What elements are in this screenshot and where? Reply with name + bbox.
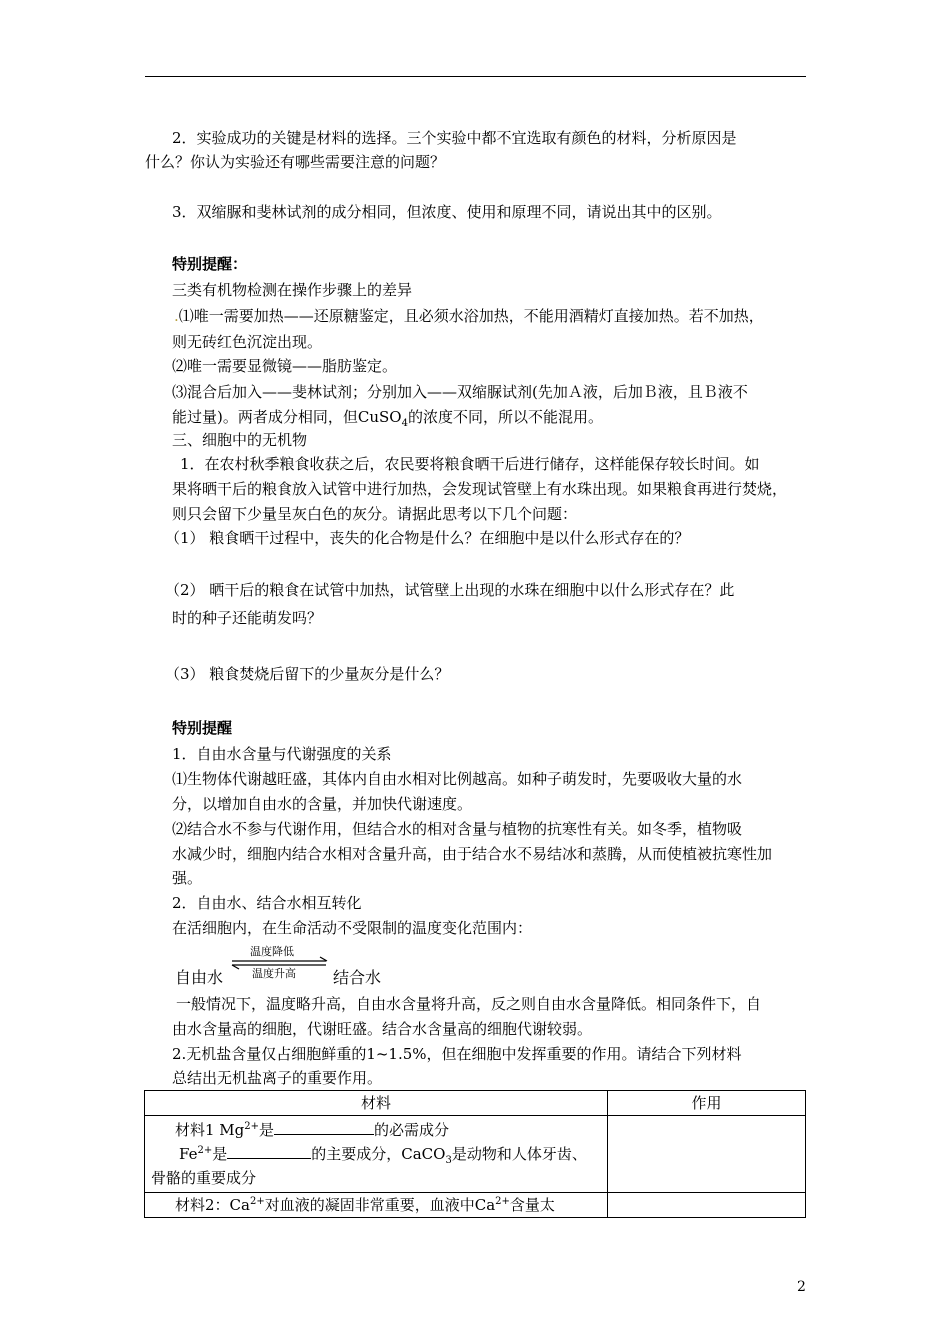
r1-a-pre: 材料1 Mg xyxy=(175,1121,245,1139)
section-3-p1-line1: 1．在农村秋季粮食收获之后，农民要将粮食晒干后进行储存，这样能保存较长时间。如 xyxy=(180,455,760,473)
tip2-p1a-line1: ⑴生物体代谢越旺盛，其体内自由水相对比例越高。如种子萌发时，先要吸收大量的水 xyxy=(172,770,743,788)
salt-question-line1: 2.无机盐含量仅占细胞鲜重的1~1.5%，但在细胞中发挥重要的作用。请结合下列材料 xyxy=(172,1045,742,1063)
sub-question-3: （3） 粮食焚烧后留下的少量灰分是什么？ xyxy=(165,665,450,683)
table-row xyxy=(145,1193,806,1218)
function-1-cell[interactable] xyxy=(608,1116,806,1193)
r1-a-sup: 2+ xyxy=(244,1121,260,1132)
materials-table xyxy=(144,1090,806,1218)
tip2-p1b-line3: 强。 xyxy=(172,869,203,887)
sub-question-2-line1: （2） 晒干后的粮食在试管中加热，试管壁上出现的水珠在细胞中以什么形式存在？此 xyxy=(165,581,735,599)
material-2-cell xyxy=(145,1193,608,1218)
col-header-material: 材料 xyxy=(145,1091,608,1116)
arrow-label-bottom: 温度升高 xyxy=(252,967,296,980)
tip2-p2-text-line1: 一般情况下，温度略升高，自由水含量将升高，反之则自由水含量降低。相同条件下，自 xyxy=(176,995,762,1013)
r2-post: 含量太 xyxy=(509,1196,555,1214)
r1-b-end: 是动物和人体牙齿、 xyxy=(451,1145,587,1163)
table-header-row xyxy=(145,1091,806,1116)
header-rule xyxy=(145,76,806,77)
r2-sup1: 2+ xyxy=(249,1196,265,1207)
tip2-p1-title: 1．自由水含量与代谢强度的关系 xyxy=(172,745,392,763)
r1-c: 骨骼的重要成分 xyxy=(151,1169,257,1187)
section-3-p1-line3: 则只会留下少量呈灰白色的灰分。请据此思考以下几个问题： xyxy=(172,505,578,523)
r1-b-mid: 是 xyxy=(212,1145,228,1163)
function-2-cell[interactable] xyxy=(608,1193,806,1218)
tip-item-1-line1 xyxy=(174,304,814,328)
r1-b-post: 的主要成分，CaCO xyxy=(311,1145,446,1163)
r1-b-sup: 2+ xyxy=(197,1145,213,1156)
table-row xyxy=(145,1116,806,1193)
question-2-line2: 什么？你认为实验还有哪些需要注意的问题？ xyxy=(145,153,446,171)
tip-heading-2: 特别提醒 xyxy=(172,719,233,737)
col-header-function: 作用 xyxy=(608,1091,806,1116)
arrow-label-top: 温度降低 xyxy=(250,945,294,958)
salt-question-line2: 总结出无机盐离子的重要作用。 xyxy=(172,1069,383,1087)
tip2-p1b-line1: ⑵结合水不参与代谢作用，但结合水的相对含量与植物的抗寒性有关。如冬季，植物吸 xyxy=(172,820,743,838)
page-number: 2 xyxy=(797,1279,806,1295)
tip-item-3-pre: 能过量)。两者成分相同，但CuSO xyxy=(172,408,402,426)
r2-pre: 材料2：Ca xyxy=(175,1196,250,1214)
mark-dot: . xyxy=(174,307,179,325)
tip-item-1-text: ⑴唯一需要加热——还原糖鉴定，且必须水浴加热，不能用酒精灯直接加热。若不加热， xyxy=(178,307,764,325)
question-2-line1: 2．实验成功的关键是材料的选择。三个实验中都不宜选取有颜色的材料，分析原因是 xyxy=(172,129,737,147)
tip-item-1-line2: 则无砖红色沉淀出现。 xyxy=(172,333,323,351)
fill-blank-2[interactable] xyxy=(227,1144,311,1159)
material-1-cell xyxy=(145,1116,608,1193)
sub-question-1: （1） 粮食晒干过程中，丧失的化合物是什么？在细胞中是以什么形式存在的？ xyxy=(165,529,690,547)
tip-item-3-line1: ⑶混合后加入——斐林试剂；分别加入——双缩脲试剂(先加Ａ液，后加Ｂ液，且Ｂ液不 xyxy=(172,383,748,401)
question-3: 3．双缩脲和斐林试剂的成分相同，但浓度、使用和原理不同，请说出其中的区别。 xyxy=(172,203,722,221)
tip2-p1a-line2: 分，以增加自由水的含量，并加快代谢速度。 xyxy=(172,795,473,813)
conversion-arrows xyxy=(230,946,330,980)
tip2-p2-intro: 在活细胞内，在生命活动不受限制的温度变化范围内： xyxy=(172,919,533,937)
r2-sup2: 2+ xyxy=(495,1196,510,1207)
tip-heading-1: 特别提醒： xyxy=(172,255,248,273)
tip2-p2-text-line2: 由水含量高的细胞，代谢旺盛。结合水含量高的细胞代谢较弱。 xyxy=(172,1020,593,1038)
r2-mid: 对血液的凝固非常重要，血液中Ca xyxy=(264,1196,496,1214)
bound-water-label: 结合水 xyxy=(333,968,382,987)
section-3-p1-line2: 果将晒干后的粮食放入试管中进行加热，会发现试管壁上有水珠出现。如果粮食再进行焚烧， xyxy=(172,480,788,498)
tip-item-3-post: 的浓度不同，所以不能混用。 xyxy=(407,408,603,426)
free-water-label: 自由水 xyxy=(175,968,224,987)
tip-item-3-line2 xyxy=(172,405,812,429)
r1-a-mid: 是 xyxy=(259,1121,275,1139)
tip2-p2-title: 2．自由水、结合水相互转化 xyxy=(172,894,362,912)
tip-subtitle: 三类有机物检测在操作步骤上的差异 xyxy=(172,281,413,299)
r1-b-sub: 3 xyxy=(445,1155,452,1166)
fill-blank-1[interactable] xyxy=(274,1120,374,1135)
r1-a-post: 的必需成分 xyxy=(374,1121,450,1139)
r1-b-pre: Fe xyxy=(179,1145,198,1163)
tip2-p1b-line2: 水减少时，细胞内结合水相对含量升高，由于结合水不易结冰和蒸腾，从而使植被抗寒性加 xyxy=(172,845,773,863)
tip-item-3-sub: 4 xyxy=(401,418,408,429)
tip-item-2: ⑵唯一需要显微镜——脂肪鉴定。 xyxy=(172,357,398,375)
section-3-title: 三、细胞中的无机物 xyxy=(172,431,308,449)
sub-question-2-line2: 时的种子还能萌发吗？ xyxy=(172,609,323,627)
